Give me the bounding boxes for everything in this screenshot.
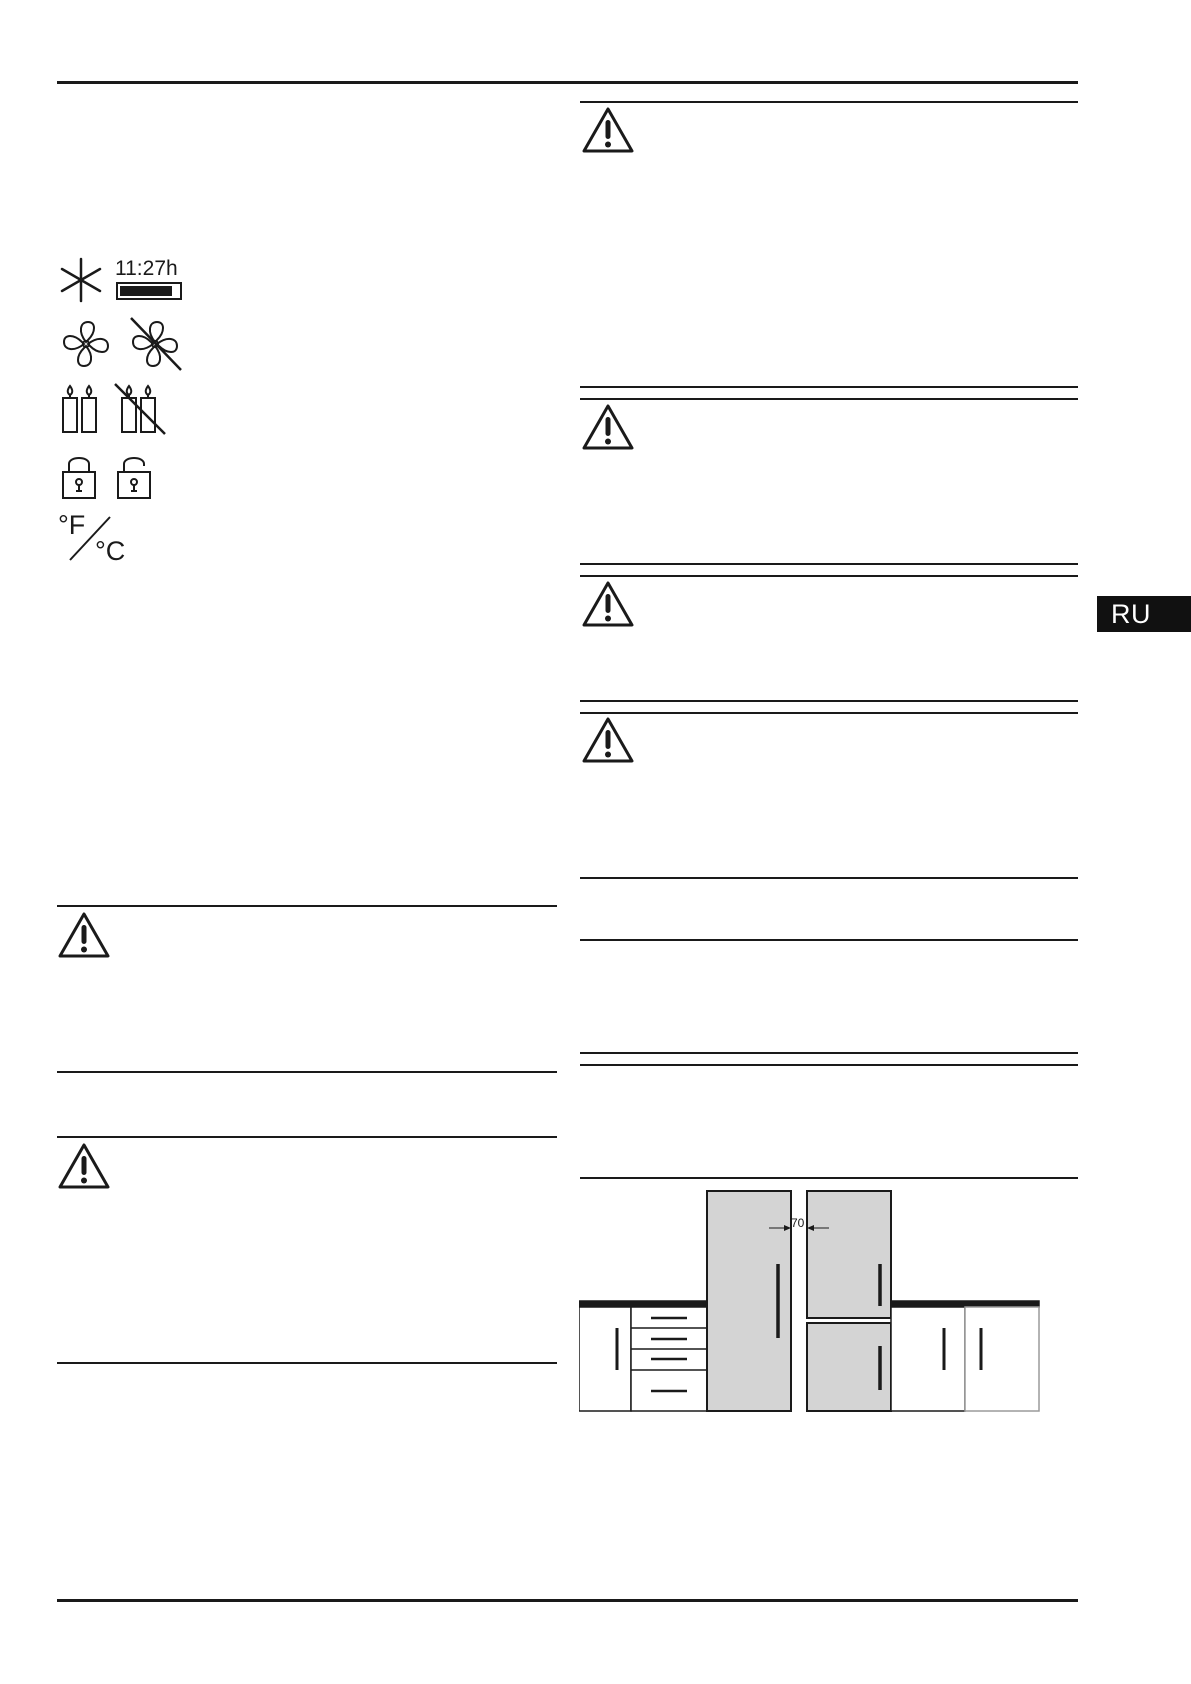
warning-triangle-icon xyxy=(581,716,635,764)
candles-off-icon xyxy=(113,382,169,438)
right-divider-5 xyxy=(580,877,1078,879)
warning-triangle-icon xyxy=(581,580,635,628)
snowflake-icon xyxy=(58,257,104,303)
right-divider-8 xyxy=(580,1177,1078,1179)
warning-triangle-icon xyxy=(581,106,635,154)
right-divider-2b xyxy=(580,398,1078,400)
left-divider-1 xyxy=(57,905,557,907)
installation-figure xyxy=(579,1188,1041,1414)
celsius-label: °C xyxy=(95,536,126,566)
right-divider-4a xyxy=(580,700,1078,702)
gap-dimension-label: 70 xyxy=(791,1216,805,1230)
left-divider-2 xyxy=(57,1071,557,1073)
fan-off-icon xyxy=(127,316,183,372)
quick-freeze-time: 11:27h xyxy=(115,257,178,280)
warning-triangle-icon xyxy=(57,911,111,959)
language-tab: RU xyxy=(1097,596,1191,632)
fahrenheit-label: °F xyxy=(58,510,86,540)
left-divider-4 xyxy=(57,1362,557,1364)
right-divider-1 xyxy=(580,101,1078,103)
right-divider-7b xyxy=(580,1064,1078,1066)
candles-icon xyxy=(60,384,100,434)
right-divider-4b xyxy=(580,712,1078,714)
page-bottom-rule xyxy=(57,1599,1078,1602)
right-divider-3a xyxy=(580,563,1078,565)
right-divider-7a xyxy=(580,1052,1078,1054)
right-divider-2a xyxy=(580,386,1078,388)
page-top-rule xyxy=(57,81,1078,84)
warning-triangle-icon xyxy=(57,1142,111,1190)
right-divider-6 xyxy=(580,939,1078,941)
warning-triangle-icon xyxy=(581,403,635,451)
left-divider-3 xyxy=(57,1136,557,1138)
lock-open-icon xyxy=(116,450,156,500)
lock-closed-icon xyxy=(61,450,97,500)
right-divider-3b xyxy=(580,575,1078,577)
fan-icon xyxy=(60,318,112,370)
progress-bar-icon xyxy=(116,282,182,300)
